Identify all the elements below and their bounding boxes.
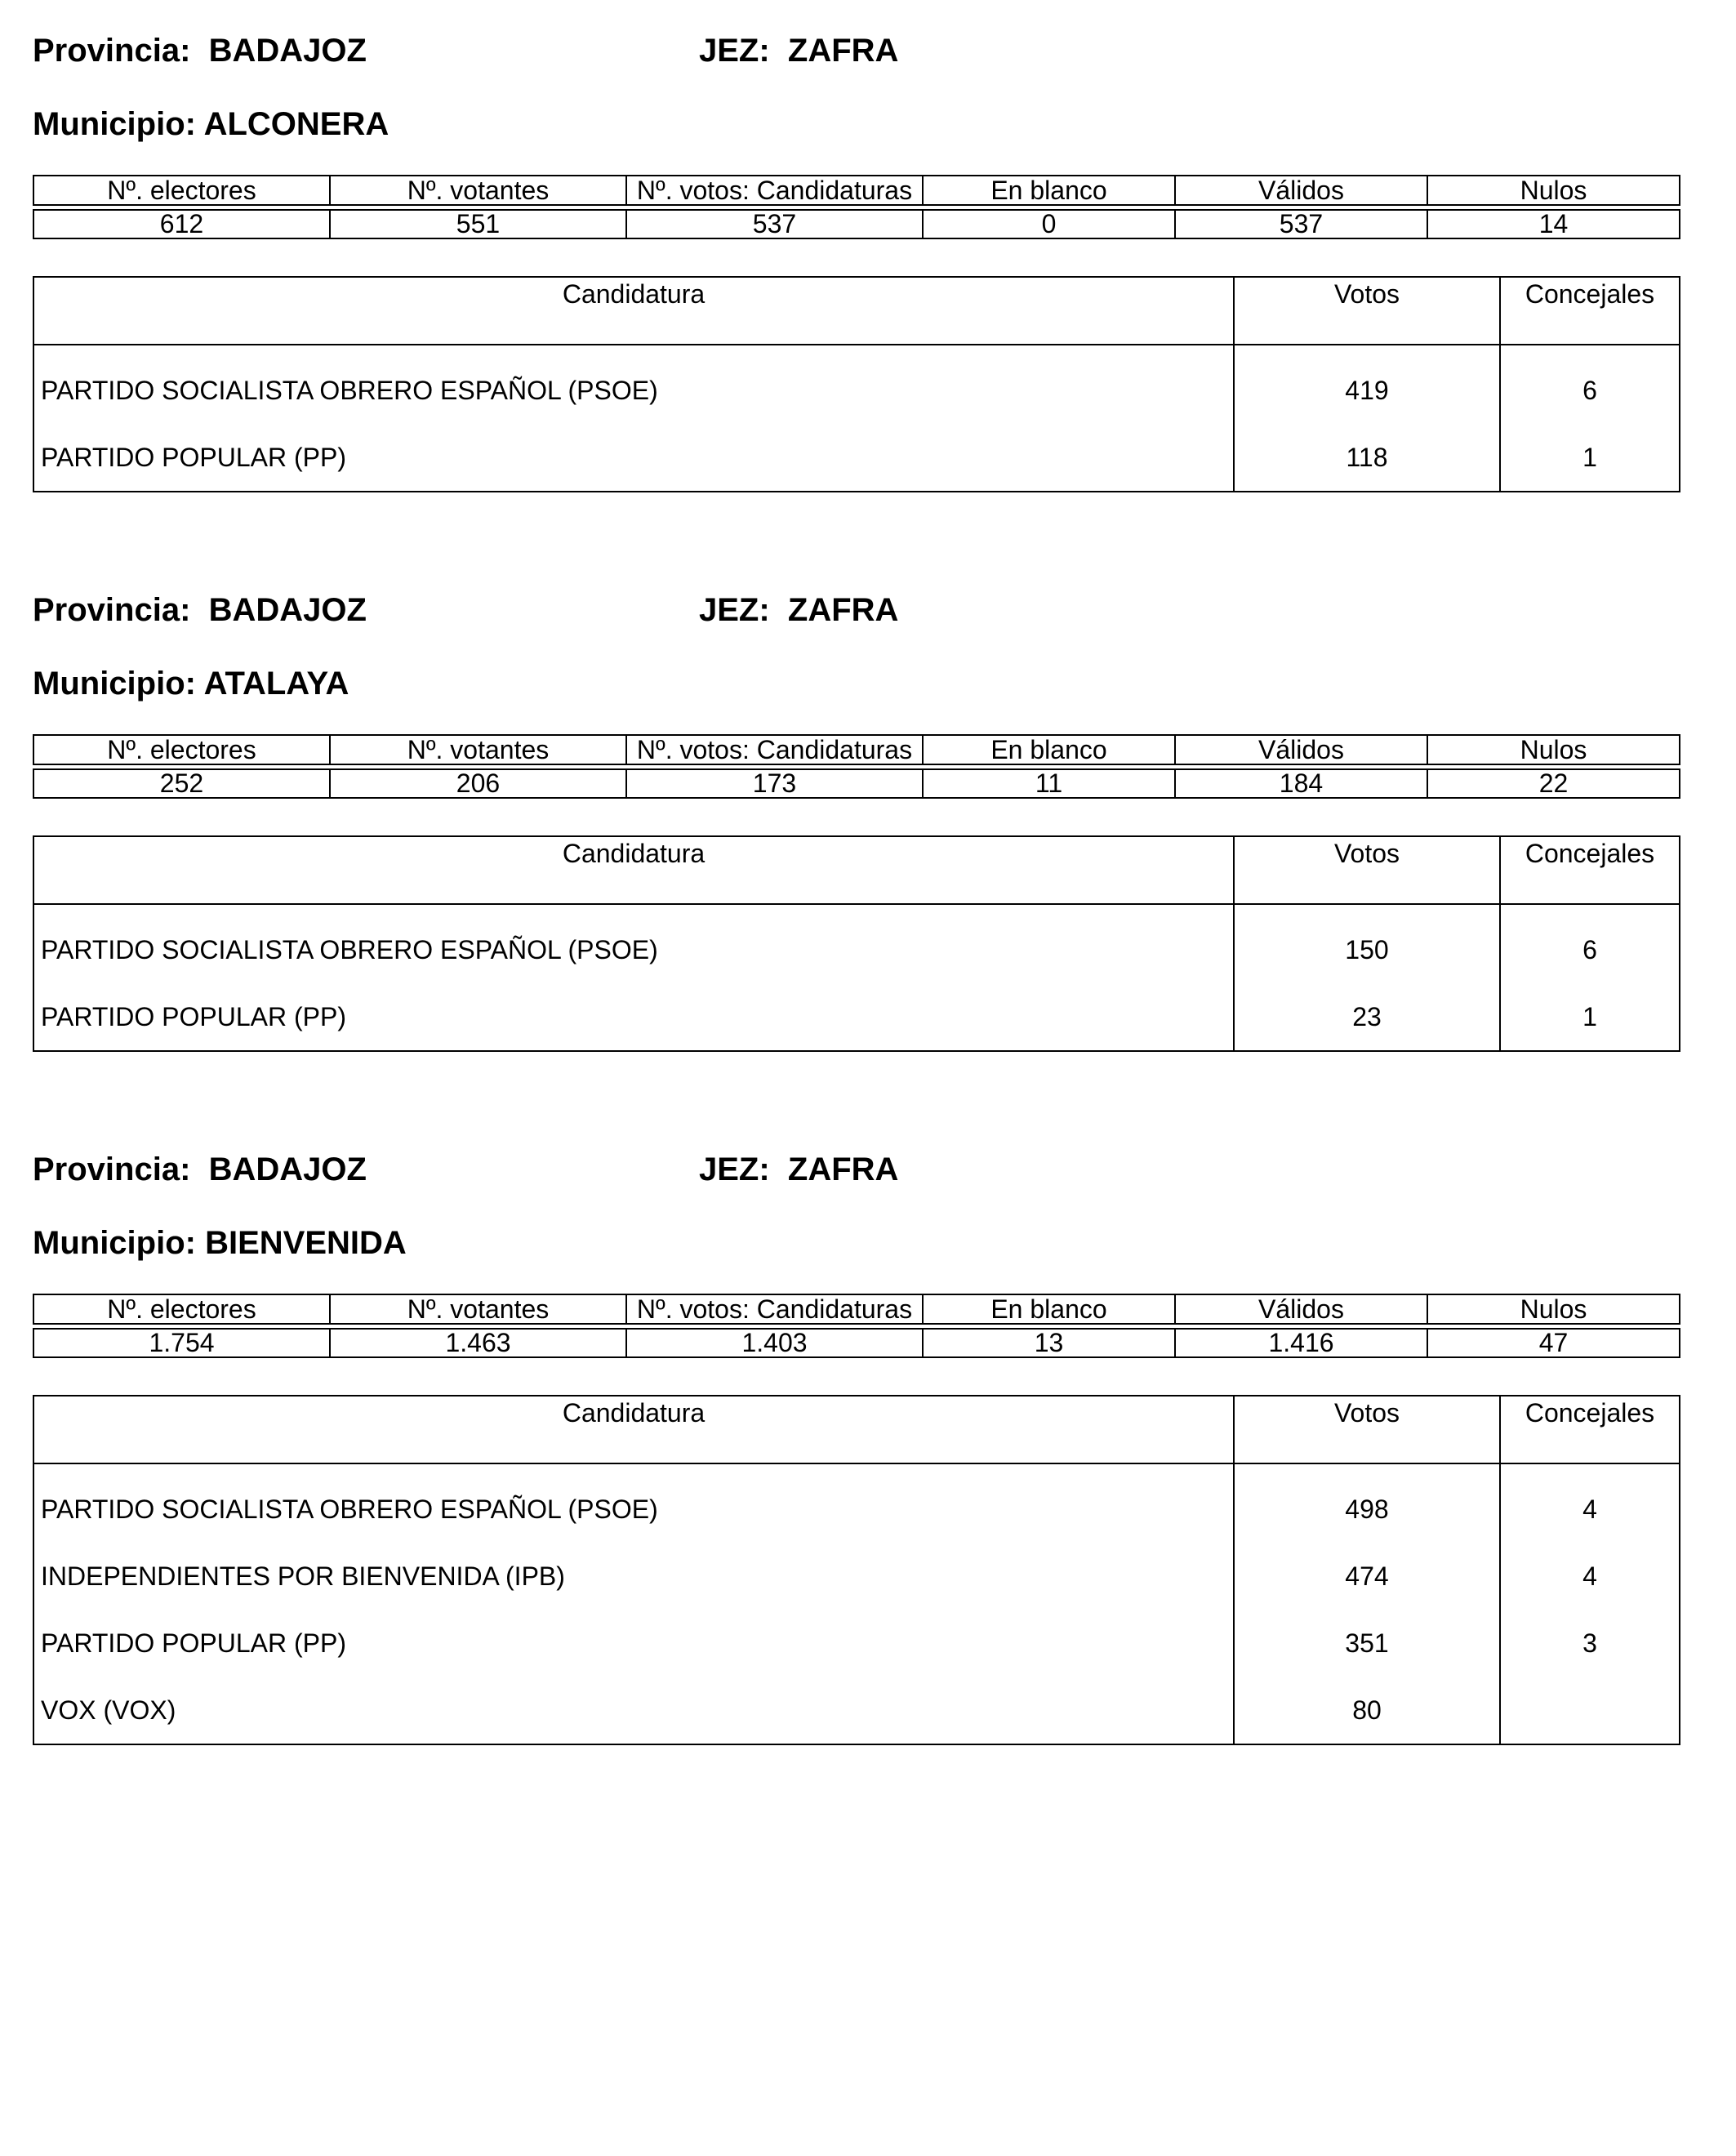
header-votos-candidaturas: Nº. votos: Candidaturas [626,176,923,205]
results-table [33,276,1680,492]
municipio-heading: Municipio: ATALAYA [33,666,349,702]
value-votos-candidaturas: 537 [626,210,923,238]
party-concejales: 4 [1500,1463,1680,1543]
party-concejales: 3 [1500,1610,1680,1677]
table-row [33,424,1680,492]
header-nulos: Nulos [1427,176,1680,205]
value-nulos: 22 [1427,769,1680,798]
header-en-blanco: En blanco [923,176,1175,205]
party-votos: 23 [1234,983,1500,1051]
value-electores: 612 [33,210,330,238]
municipio-heading: Municipio: BIENVENIDA [33,1225,407,1261]
party-votos: 150 [1234,904,1500,983]
provincia-heading: Provincia: BADAJOZ [33,33,367,69]
party-name: PARTIDO POPULAR (PP) [33,1610,1234,1677]
value-votantes: 206 [330,769,626,798]
party-votos: 474 [1234,1543,1500,1610]
party-name: PARTIDO SOCIALISTA OBRERO ESPAÑOL (PSOE) [33,1463,1234,1543]
jez-heading: JEZ: ZAFRA [699,592,899,628]
party-name: PARTIDO SOCIALISTA OBRERO ESPAÑOL (PSOE) [33,345,1234,424]
party-concejales: 1 [1500,424,1680,492]
value-validos: 184 [1175,769,1427,798]
header-candidatura: Candidatura [33,836,1234,904]
value-votos-candidaturas: 1.403 [626,1329,923,1357]
summary-values-row [33,210,1680,238]
summary-header-row [33,735,1680,764]
summary-table [33,175,1680,239]
results-header-row [33,836,1680,904]
table-row [33,904,1680,983]
results-header-row [33,1396,1680,1463]
party-name: PARTIDO SOCIALISTA OBRERO ESPAÑOL (PSOE) [33,904,1234,983]
header-electores: Nº. electores [33,1294,330,1324]
table-row [33,1463,1680,1543]
value-validos: 537 [1175,210,1427,238]
table-row [33,1543,1680,1610]
header-validos: Válidos [1175,735,1427,764]
value-votantes: 551 [330,210,626,238]
value-validos: 1.416 [1175,1329,1427,1357]
value-en-blanco: 13 [923,1329,1175,1357]
summary-values-row [33,1329,1680,1357]
header-votantes: Nº. votantes [330,1294,626,1324]
header-nulos: Nulos [1427,1294,1680,1324]
party-votos: 118 [1234,424,1500,492]
results-header-row [33,277,1680,345]
party-votos: 419 [1234,345,1500,424]
value-en-blanco: 0 [923,210,1175,238]
header-votos: Votos [1234,836,1500,904]
header-nulos: Nulos [1427,735,1680,764]
header-votos: Votos [1234,1396,1500,1463]
header-candidatura: Candidatura [33,277,1234,345]
municipio-heading: Municipio: ALCONERA [33,106,389,142]
jez-heading: JEZ: ZAFRA [699,33,899,69]
header-concejales: Concejales [1500,836,1680,904]
header-en-blanco: En blanco [923,1294,1175,1324]
summary-table [33,1294,1680,1358]
header-votos: Votos [1234,277,1500,345]
party-concejales: 1 [1500,983,1680,1051]
jez-heading: JEZ: ZAFRA [699,1152,899,1187]
summary-values-row [33,769,1680,798]
summary-header-row [33,176,1680,205]
party-votos: 351 [1234,1610,1500,1677]
header-validos: Válidos [1175,176,1427,205]
header-validos: Válidos [1175,1294,1427,1324]
value-nulos: 14 [1427,210,1680,238]
header-votantes: Nº. votantes [330,176,626,205]
value-en-blanco: 11 [923,769,1175,798]
header-votantes: Nº. votantes [330,735,626,764]
party-name: PARTIDO POPULAR (PP) [33,424,1234,492]
provincia-heading: Provincia: BADAJOZ [33,592,367,628]
table-row [33,983,1680,1051]
party-name: INDEPENDIENTES POR BIENVENIDA (IPB) [33,1543,1234,1610]
summary-header-row [33,1294,1680,1324]
results-table [33,1395,1680,1745]
party-concejales [1500,1677,1680,1744]
header-en-blanco: En blanco [923,735,1175,764]
party-concejales: 6 [1500,345,1680,424]
party-votos: 80 [1234,1677,1500,1744]
header-votos-candidaturas: Nº. votos: Candidaturas [626,735,923,764]
header-electores: Nº. electores [33,176,330,205]
value-nulos: 47 [1427,1329,1680,1357]
party-votos: 498 [1234,1463,1500,1543]
header-electores: Nº. electores [33,735,330,764]
value-electores: 252 [33,769,330,798]
table-row [33,345,1680,424]
value-electores: 1.754 [33,1329,330,1357]
party-concejales: 6 [1500,904,1680,983]
party-name: PARTIDO POPULAR (PP) [33,983,1234,1051]
provincia-heading: Provincia: BADAJOZ [33,1152,367,1187]
table-row [33,1610,1680,1677]
header-concejales: Concejales [1500,277,1680,345]
summary-table [33,734,1680,799]
table-row [33,1677,1680,1744]
header-candidatura: Candidatura [33,1396,1234,1463]
header-votos-candidaturas: Nº. votos: Candidaturas [626,1294,923,1324]
header-concejales: Concejales [1500,1396,1680,1463]
party-name: VOX (VOX) [33,1677,1234,1744]
value-votos-candidaturas: 173 [626,769,923,798]
results-table [33,835,1680,1052]
party-concejales: 4 [1500,1543,1680,1610]
value-votantes: 1.463 [330,1329,626,1357]
